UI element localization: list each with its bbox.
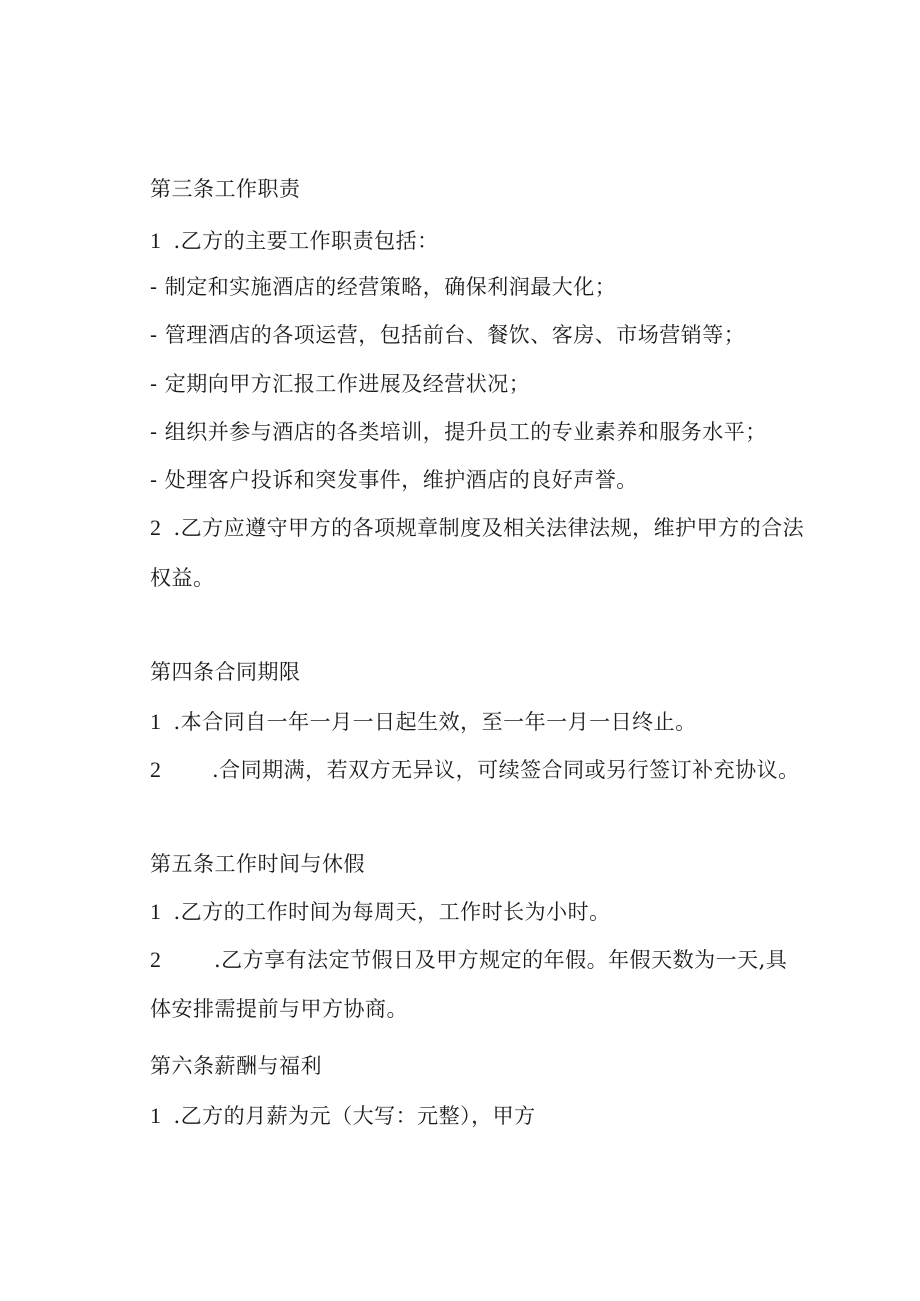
section-3-heading: 第三条工作职责 bbox=[150, 177, 301, 201]
section-3-item-2-line-1 bbox=[150, 513, 804, 543]
item-number: 1 bbox=[150, 709, 162, 734]
item-text: .乙方的月薪为元（大写：元整），甲方 bbox=[173, 1104, 536, 1128]
section-3-bullet-2: - 管理酒店的各项运营，包括前台、餐饮、客房、市场营销等； bbox=[150, 323, 746, 347]
section-5-heading: 第五条工作时间与休假 bbox=[150, 852, 365, 876]
section-5-item-1 bbox=[150, 897, 611, 927]
section-4-item-2 bbox=[150, 755, 800, 785]
section-3-bullet-4: - 组织并参与酒店的各类培训，提升员工的专业素养和服务水平； bbox=[150, 420, 767, 444]
section-3-bullet-5: - 处理客户投诉和突发事件，维护酒店的良好声誉。 bbox=[150, 468, 638, 492]
item-number: 1 bbox=[150, 899, 162, 924]
section-3-item-2-line-2: 权益。 bbox=[150, 566, 215, 590]
section-4-item-1 bbox=[150, 707, 697, 737]
item-number: 2 bbox=[150, 947, 162, 972]
section-5-item-2-line-1 bbox=[150, 945, 787, 975]
section-4-heading: 第四条合同期限 bbox=[150, 660, 301, 684]
section-3-bullet-1: - 制定和实施酒店的经营策略，确保利润最大化； bbox=[150, 275, 617, 299]
item-text: .本合同自一年一月一日起生效，至一年一月一日终止。 bbox=[173, 710, 697, 734]
item-text: .合同期满，若双方无异议，可续签合同或另行签订补充协议。 bbox=[212, 758, 800, 782]
item-number: 1 bbox=[150, 1103, 162, 1128]
item-number: 2 bbox=[150, 757, 162, 782]
section-5-item-2-line-2: 体安排需提前与甲方协商。 bbox=[150, 997, 408, 1021]
section-6-item-1 bbox=[150, 1101, 536, 1131]
item-text: .乙方享有法定节假日及甲方规定的年假。年假天数为一天,具 bbox=[214, 948, 788, 972]
item-text: .乙方的主要工作职责包括： bbox=[173, 229, 439, 253]
item-text: .乙方应遵守甲方的各项规章制度及相关法律法规，维护甲方的合法 bbox=[173, 516, 805, 540]
item-number: 1 bbox=[150, 228, 162, 253]
item-text: .乙方的工作时间为每周天，工作时长为小时。 bbox=[173, 900, 611, 924]
section-3-bullet-3: - 定期向甲方汇报工作进展及经营状况； bbox=[150, 372, 531, 396]
item-number: 2 bbox=[150, 515, 162, 540]
section-3-item-1 bbox=[150, 226, 439, 256]
section-6-heading: 第六条薪酬与福利 bbox=[150, 1054, 322, 1078]
